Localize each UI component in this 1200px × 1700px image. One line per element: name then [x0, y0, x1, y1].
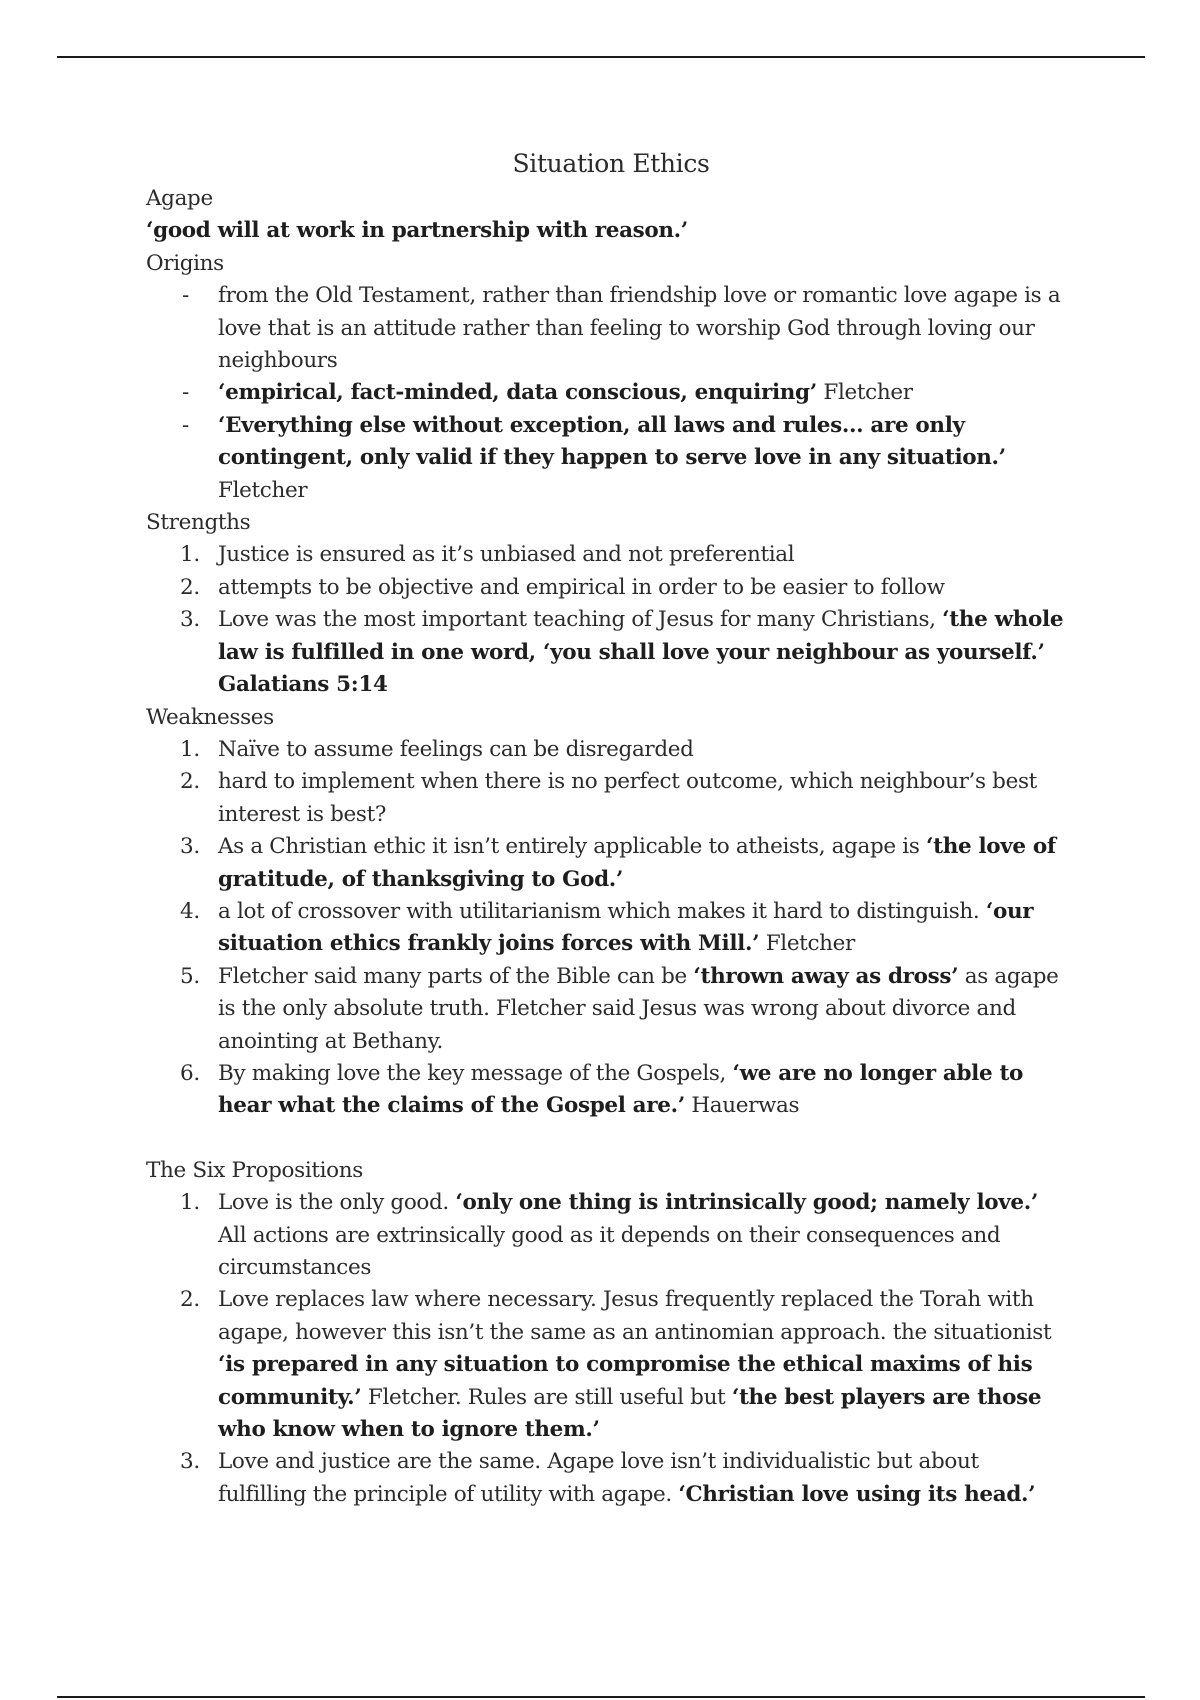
list-item [146, 410, 1066, 507]
item-text: a lot of crossover with utilitarianism which makes it hard to distinguish. [218, 898, 986, 924]
quote-text: ‘the love of gratitude, of thanksgiving to God.’ [218, 834, 1056, 892]
top-rule [57, 56, 1145, 58]
item-text: As a Christian ethic it isn’t entirely applicable to atheists, agape is [218, 834, 926, 860]
list-item [146, 766, 1066, 831]
list-item [146, 734, 1066, 766]
list-item [146, 831, 1066, 896]
weaknesses-list [146, 734, 1066, 1123]
section-heading-origins: Origins [146, 250, 224, 276]
dash-bullet: - [182, 412, 189, 438]
list-item [146, 539, 1066, 571]
agape-definition: ‘good will at work in partnership with reason.’ [146, 218, 688, 244]
origins-list [146, 280, 1066, 507]
item-text: hard to implement when there is no perfect outcome, which neighbour’s best interest is best? [218, 769, 1037, 827]
item-text: Love replaces law where necessary. Jesus frequently replaced the Torah with agape, however this isn’t the same as an antinomian approach. the situationist [218, 1287, 1052, 1345]
list-item [146, 1058, 1066, 1123]
quote-text: ‘empirical, fact-minded, data conscious, enquiring’ [218, 380, 817, 406]
item-text: attempts to be objective and empirical in order to be easier to follow [218, 574, 945, 600]
list-number: 3. [180, 1449, 200, 1475]
section-heading-propositions: The Six Propositions [146, 1157, 363, 1183]
quote-text: ‘thrown away as dross’ [693, 963, 959, 989]
list-number: 1. [180, 542, 200, 568]
list-item [146, 1187, 1066, 1284]
item-text: Naïve to assume feelings can be disregarded [218, 736, 694, 762]
section-heading-weaknesses: Weaknesses [146, 704, 274, 730]
item-text: Hauerwas [684, 1093, 800, 1119]
list-item [146, 961, 1066, 1058]
item-text: Fletcher [816, 380, 913, 406]
list-number: 5. [180, 963, 200, 989]
list-number: 1. [180, 736, 200, 762]
section-heading-agape: Agape [146, 186, 213, 211]
document-page [146, 145, 1066, 1511]
quote-text: ‘is prepared in any situation to compromise the ethical maxims of his community.’ [218, 1352, 1033, 1410]
bottom-rule [57, 1696, 1145, 1698]
list-item [146, 1446, 1066, 1511]
item-text: Justice is ensured as it’s unbiased and not preferential [218, 542, 795, 568]
item-text: Fletcher said many parts of the Bible can be [218, 963, 694, 989]
quote-text: ‘Christian love using its head.’ [678, 1481, 1036, 1507]
list-item [146, 572, 1066, 604]
item-text: Fletcher [218, 477, 308, 503]
list-number: 2. [180, 769, 200, 795]
item-text: Fletcher [759, 931, 855, 957]
quote-text: ‘our situation ethics frankly joins forces with Mill.’ [218, 898, 1034, 957]
list-item [146, 377, 1066, 409]
page-title: Situation Ethics [512, 149, 710, 178]
propositions-list [146, 1187, 1066, 1511]
quote-text: ‘we are no longer able to hear what the claims of the Gospel are.’ [218, 1060, 1024, 1119]
quote-text: ‘the best players are those who know when to ignore them.’ [218, 1384, 1042, 1443]
quote-text: ‘only one thing is intrinsically good; namely love.’ [455, 1190, 1038, 1216]
list-number: 3. [180, 607, 200, 633]
list-number: 4. [180, 898, 200, 924]
item-text: Love and justice are the same. Agape love isn’t individualistic but about fulfilling the principle of utility with agape. [218, 1449, 979, 1507]
paragraph-gap [146, 1123, 1066, 1155]
quote-text: ‘the whole law is fulfilled in one word, ‘you shall love your neighbour as yourself.’ Galatians 5:14 [218, 607, 1064, 698]
dash-bullet: - [182, 283, 189, 309]
list-number: 2. [180, 1287, 200, 1313]
list-number: 1. [180, 1190, 200, 1216]
list-item [146, 1284, 1066, 1446]
item-text: Love was the most important teaching of Jesus for many Christians, [218, 607, 943, 633]
strengths-list [146, 539, 1066, 701]
list-item [146, 896, 1066, 961]
section-heading-strengths: Strengths [146, 510, 251, 536]
quote-text: ‘Everything else without exception, all laws and rules... are only contingent, only valid if they happen to serve love in any situation.’ [218, 412, 1006, 471]
item-text: By making love the key message of the Gospels, [218, 1060, 733, 1086]
item-text: as agape is the only absolute truth. Fletcher said Jesus was wrong about divorce and anointing at Bethany. [218, 963, 1059, 1054]
dash-bullet: - [182, 380, 189, 406]
list-number: 3. [180, 834, 200, 860]
item-text: from the Old Testament, rather than friendship love or romantic love agape is a love that is an attitude rather than feeling to worship God through loving our neighbours [218, 283, 1061, 374]
item-text: Love is the only good. [218, 1190, 456, 1216]
list-number: 2. [180, 574, 200, 600]
list-item [146, 280, 1066, 377]
item-text: Fletcher. Rules are still useful but [361, 1384, 732, 1410]
item-text: All actions are extrinsically good as it depends on their consequences and circumstances [218, 1222, 1001, 1280]
list-number: 6. [180, 1060, 200, 1086]
list-item [146, 604, 1066, 701]
